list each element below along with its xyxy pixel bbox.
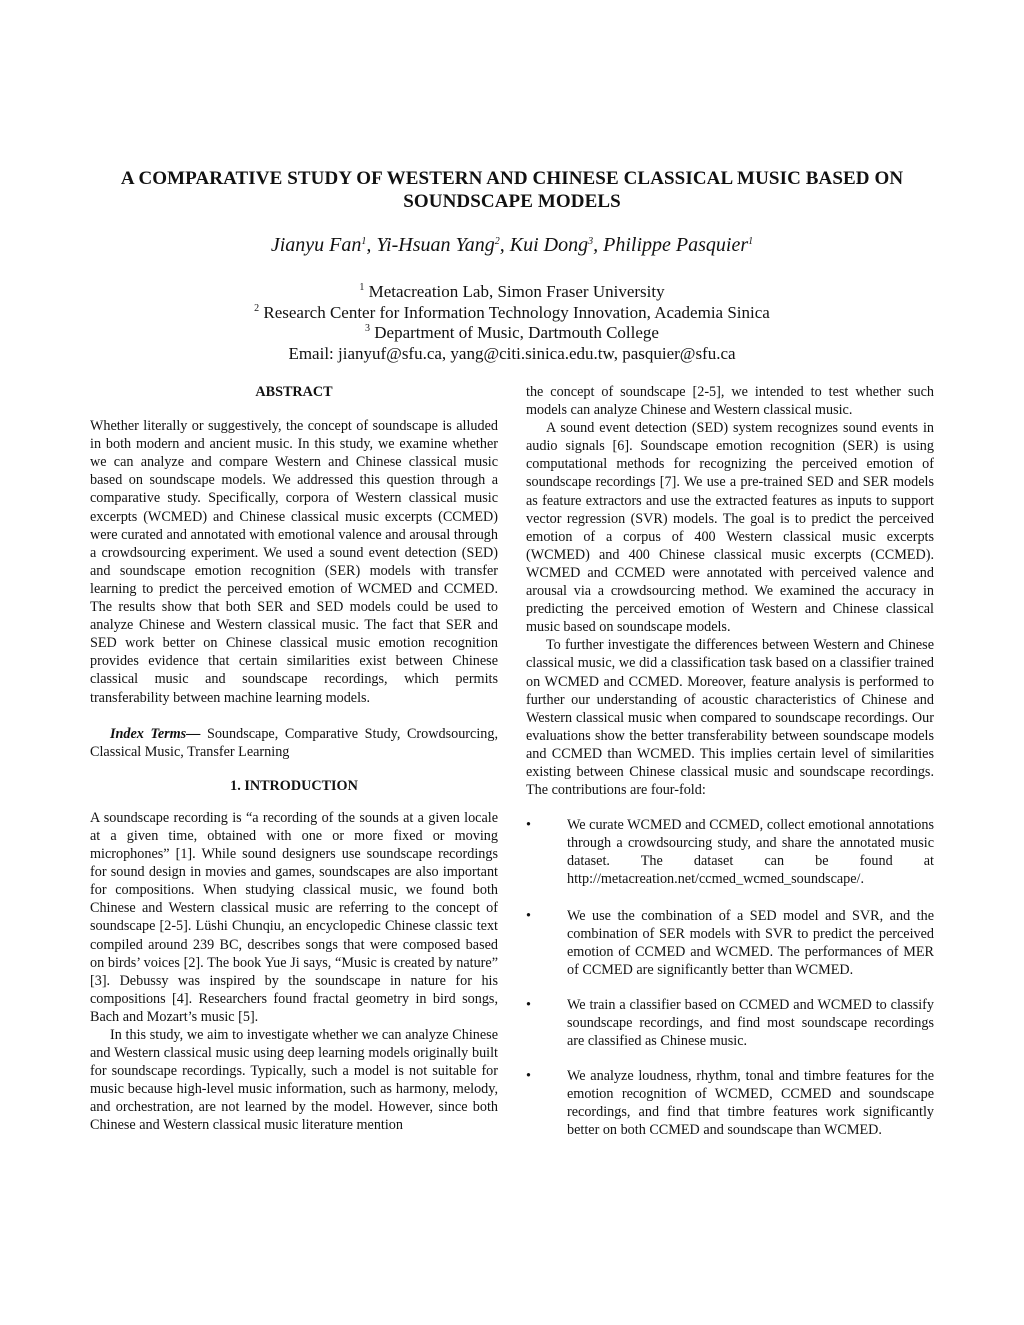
list-item: • We analyze loudness, rhythm, tonal and timbre features for the emotion recognition of WCMED, CCMED and soundscape recordings, and find that timbre features work significantly better on both CCMED and soundscape than WCMED. <box>526 1068 934 1139</box>
author: Yi-Hsuan Yang$^2$, <box>376 234 510 256</box>
list-item: • We use the combination of a SED model and SVR, and the combination of SER models with SVR to predict the perceived emotion of CCMED and WCMED. The performances of MER of CCMED are significantly better than WCMED. <box>526 907 934 978</box>
intro-paragraph: To further investigate the differences between Western and Chinese classical music, we did a classification task based on a classifier trained on WCMED and CCMED. Moreover, feature analysis is performed to further our understanding of acoustic characteristics of Chinese and Western classical music when compared to soundscape recordings. Our evaluations show the better transferability between soundscape models and CCMED than WCMED. This implies certain level of similarities existing between Chinese classical music and soundscape recordings. The contributions are four-fold: <box>526 637 934 799</box>
right-column <box>526 383 934 1140</box>
author: Philippe Pasquier$^1$ <box>603 234 754 256</box>
affiliation-line: $^2$ Research Center for Information Technology Innovation, Academia Sinica <box>254 302 770 322</box>
affiliation-line: $^3$ Department of Music, Dartmouth College <box>365 323 659 342</box>
intro-heading: 1. INTRODUCTION <box>230 777 358 794</box>
intro-paragraph: In this study, we aim to investigate whether we can analyze Chinese and Western classical music using deep learning models originally built for soundscape recordings. Typically, such a model is not suitable for music because high-level music information, such as harmony, melody, and orchestration, are not learned by the model. However, since both Chinese and Western classical music literature mention <box>90 1027 498 1134</box>
intro-paragraph: the concept of soundscape [2-5], we intended to test whether such models can analyze Chinese and Western classical music. <box>526 384 934 419</box>
author: Jianyu Fan$^1$, <box>270 234 377 256</box>
author: Kui Dong$^3$, <box>509 234 604 256</box>
bullet-icon: • <box>526 1068 531 1085</box>
bullet-icon: • <box>526 996 531 1013</box>
list-item: • We train a classifier based on CCMED and WCMED to classify soundscape recordings, and find most soundscape recordings are classified as Chinese music. <box>526 996 934 1050</box>
intro-paragraph: A sound event detection (SED) system recognizes sound events in audio signals [6]. Soundscape emotion recognition (SER) is using computational methods for recognizing the perceived emotion of soundscape recordings [7]. We use a pre-trained SED and SER models as feature extractors and use the extracted features as inputs to support vector regression (SVR) models. The goal is to predict the perceived emotion of a corpus of 400 Western classical music excerpts (WCMED) and 400 Chinese classical music excerpts (CCMED). WCMED and CCMED were annotated with perceived valence and arousal via a crowdsourcing method. We examined the accuracy in predicting the perceived emotion of Western and Chinese classical music based on soundscape models. <box>526 420 934 636</box>
contributions-list <box>526 816 934 1139</box>
left-column <box>90 383 498 1135</box>
affiliations <box>80 282 944 364</box>
bullet-icon: • <box>526 817 531 834</box>
abstract-text: Whether literally or suggestively, the concept of soundscape is alluded in both modern and ancient music. In this study, we examine whether we can analyze and compare Western and Chinese classical music based on soundscape models. We addressed this question through a comparative study. Specifically, corpora of Western classical music excerpts (WCMED) and Chinese classical music excerpts (CCMED) were curated and annotated with emotional valence and arousal through a crowdsourcing experiment. We used a sound event detection (SED) and soundscape emotion recognition (SER) models with transfer learning to predict the perceived emotion of WCMED and CCMED. The results show that both SER and SED models could be used to analyze Chinese and Western classical music. The fact that SER and SED work better on Chinese classical music emotion recognition provides evidence that certain similarities exist between Chinese classical music and soundscape recordings, which permits transferability between machine learning models. <box>90 418 498 706</box>
bullet-icon: • <box>526 907 531 924</box>
author-list <box>80 233 944 257</box>
paper-title: A COMPARATIVE STUDY OF WESTERN AND CHINESE CLASSICAL MUSIC BASED ON SOUNDSCAPE MODELS <box>120 168 904 212</box>
list-item: • We curate WCMED and CCMED, collect emotional annotations through a crowdsourcing study, and share the annotated music dataset. The dataset can be found at http://metacreation.net/ccmed_wcmed_soundscape/. <box>526 817 934 888</box>
intro-paragraph: A soundscape recording is “a recording of the sounds at a given locale at a given time, obtained with one or more fixed or moving microphones” [1]. While sound designers use soundscape recordings for sound design in movies and games, soundscapes are also important for compositions. When studying classical music, we found both Chinese and Western classical music are referring to the concept of soundscape [2-5]. Lüshi Chunqiu, an encyclopedic Chinese classic text compiled around 239 BC, describes songs that were composed based on birds’ voices [2]. The book Yue Ji says, “Music is created by nature” [3]. Debussy was inspired by the soundscape in nature for his compositions [4]. Researchers found fractal geometry in bird songs, Bach and Mozart’s music [5]. <box>90 809 498 1025</box>
affiliation-line: $^1$ Metacreation Lab, Simon Fraser University <box>359 282 665 301</box>
abstract-heading: ABSTRACT <box>255 384 333 400</box>
index-terms: Index Terms— Soundscape, Comparative Study, Crowdsourcing, Classical Music, Transfer Learning <box>90 725 498 760</box>
email-line: Email: jianyuf@sfu.ca, yang@citi.sinica.edu.tw, pasquier@sfu.ca <box>288 343 736 363</box>
